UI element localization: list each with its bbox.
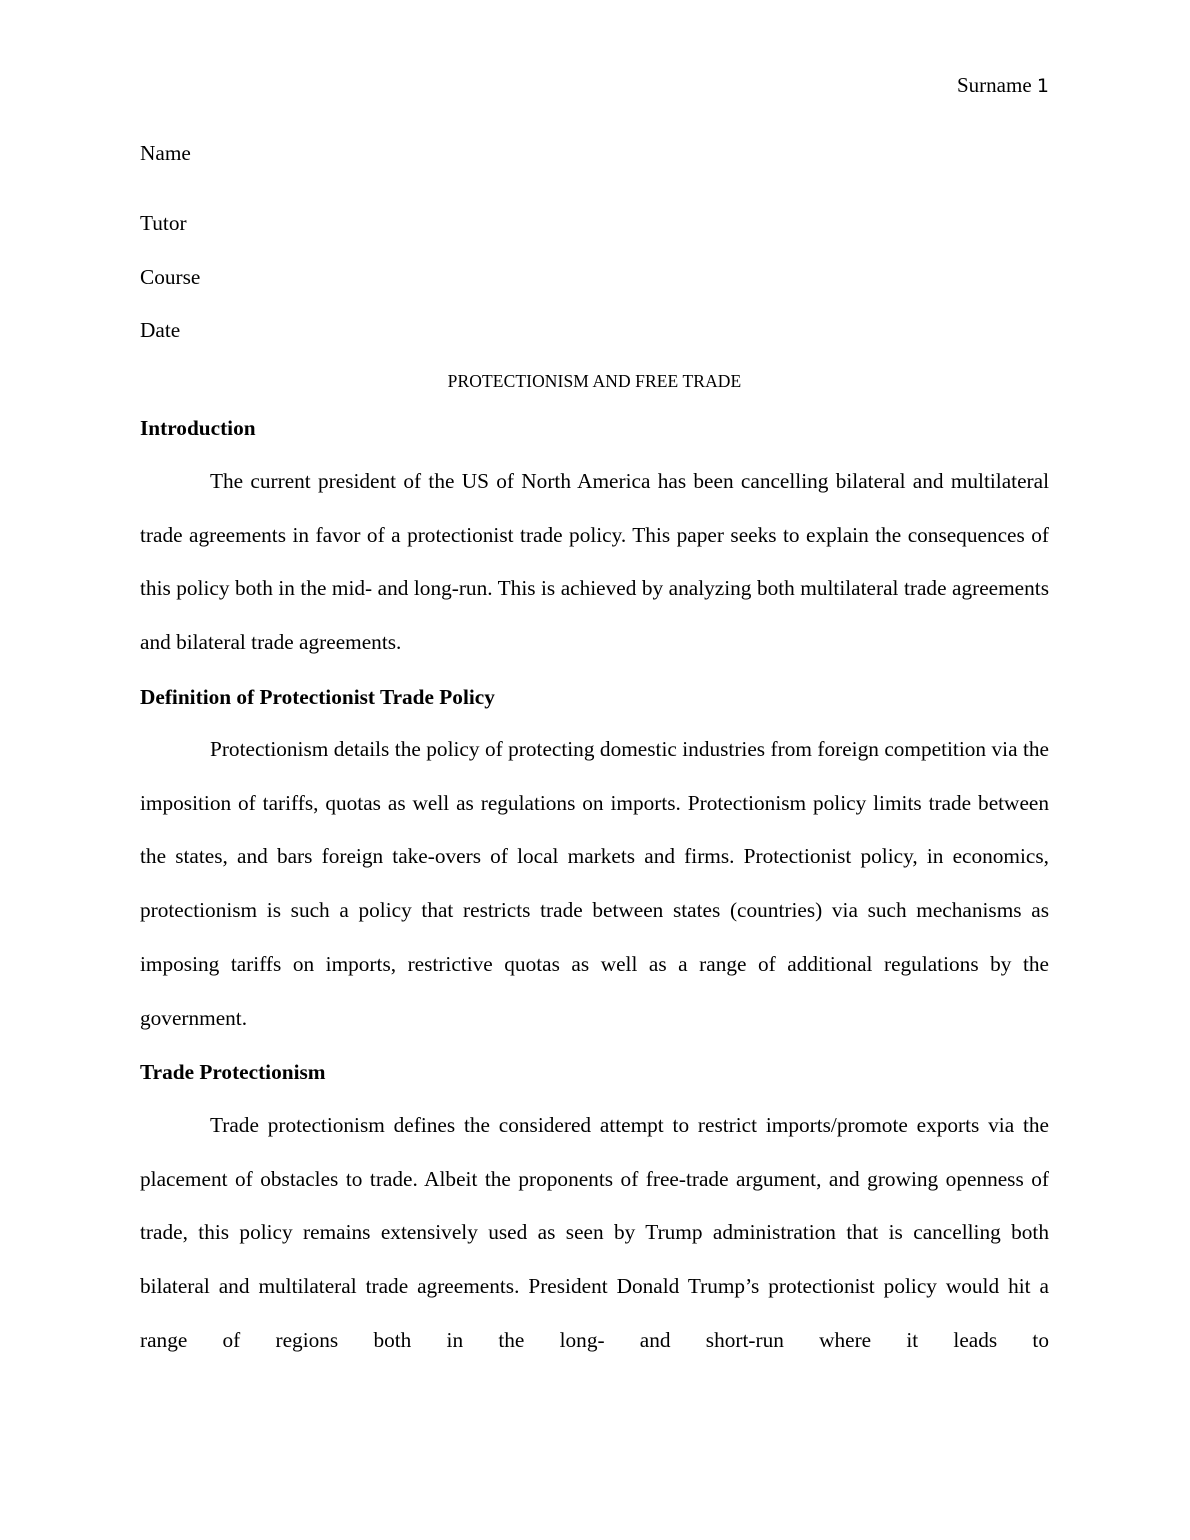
- course-name: Course: [140, 265, 201, 289]
- heading-definition: Definition of Protectionist Trade Policy: [140, 685, 495, 709]
- header-surname: Surname: [957, 73, 1032, 97]
- heading-introduction: Introduction: [140, 416, 256, 440]
- date: Date: [140, 318, 181, 342]
- paragraph-introduction: The current president of the US of North America has been cancelling bilateral and multilateral trade agreements in favor of a protectionist trade policy. This paper seeks to explain the consequences of this policy both in the mid- and long-run. This is achieved by analyzing both multilateral trade agreements and bilateral trade agreements.: [140, 469, 1049, 655]
- paper-title: PROTECTIONISM AND FREE TRADE: [447, 371, 742, 391]
- paragraph-trade-protectionism: Trade protectionism defines the considered attempt to restrict imports/promote exports via the placement of obstacles to trade. Albeit the proponents of free-trade argument, and growing openness of trade, this policy remains extensively used as seen by Trump administration that is cancelling both bilateral and multilateral trade agreements. President Donald Trump’s protectionist policy would hit a range of regions both in the long- and short-run where it leads to: [140, 1113, 1049, 1352]
- tutor-name: Tutor: [140, 211, 187, 235]
- paragraph-definition: Protectionism details the policy of protecting domestic industries from foreign competition via the imposition of tariffs, quotas as well as regulations on imports. Protectionism policy limits trade between the states, and bars foreign take-overs of local markets and firms. Protectionist policy, in economics, protectionism is such a policy that restricts trade between states (countries) via such mechanisms as imposing tariffs on imports, restrictive quotas as well as a range of additional regulations by the government.: [140, 737, 1049, 1030]
- page-number: 1: [1036, 75, 1049, 97]
- page-header: [957, 72, 1049, 99]
- heading-trade-protectionism: Trade Protectionism: [140, 1060, 326, 1084]
- student-name: Name: [140, 141, 191, 165]
